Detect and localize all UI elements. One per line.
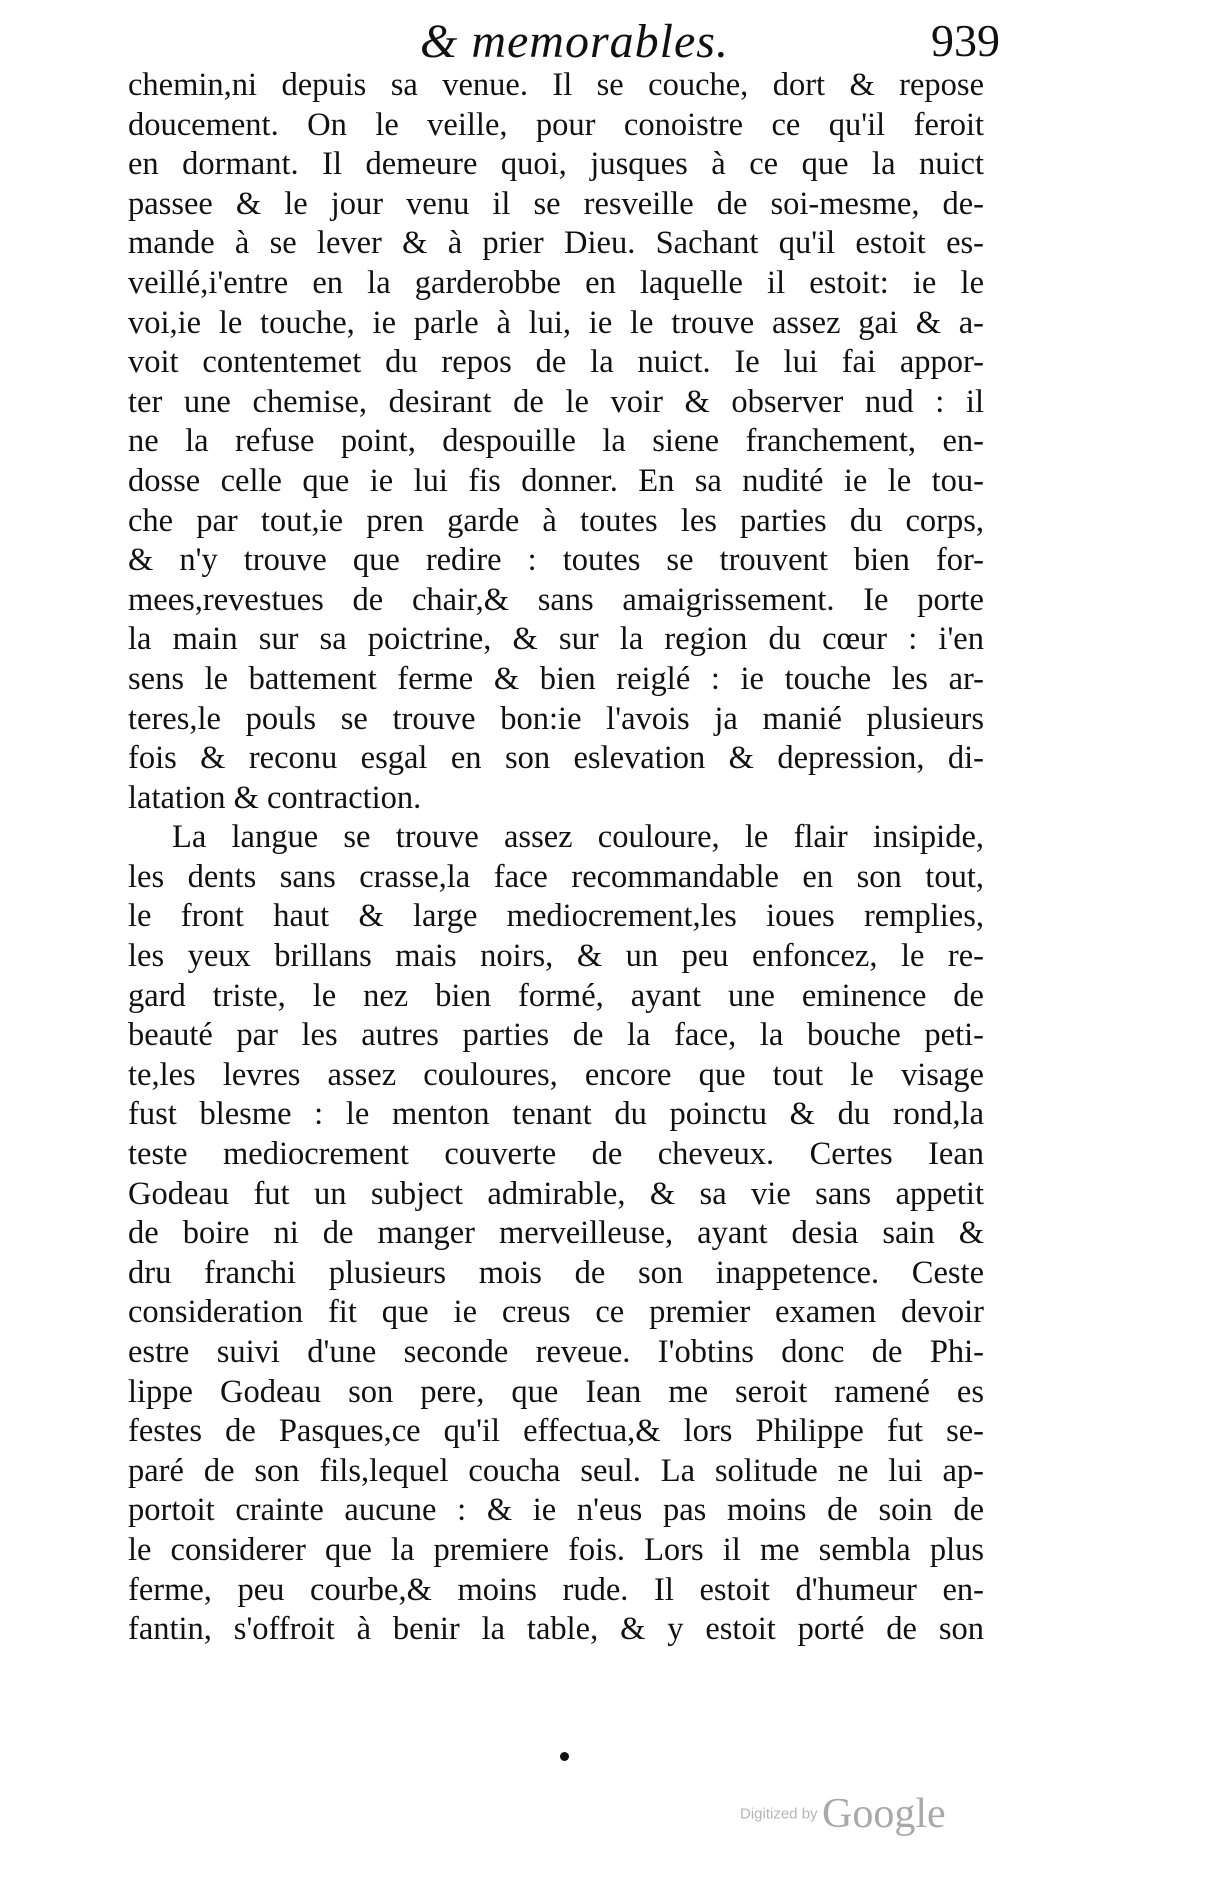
text-line: de boire ni de manger merveilleuse, ayant desia sain & — [128, 1215, 984, 1252]
text-line: voi,ie le touche, ie parle à lui, ie le trouve assez gai & a- — [128, 304, 984, 341]
google-logo: Google — [822, 1791, 946, 1837]
text-line: ter une chemise, desirant de le voir & observer nud : il — [128, 383, 984, 420]
text-line: che par tout,ie pren garde à toutes les parties du corps, — [128, 502, 984, 539]
running-title: & memorables. — [420, 15, 729, 68]
text-line: & n'y trouve que redire : toutes se trouvent bien for- — [128, 542, 984, 579]
text-line: en dormant. Il demeure quoi, jusques à ce que la nuict — [128, 146, 984, 183]
text-line: estre suivi d'une seconde reveue. I'obtins donc de Phi- — [128, 1334, 984, 1370]
text-line: voit contentemet du repos de la nuict. Ie lui fai appor- — [128, 344, 984, 381]
text-line: latation & contraction. — [128, 779, 422, 816]
text-line: gard triste, le nez bien formé, ayant une eminence de — [128, 977, 984, 1014]
text-line: Godeau fut un subject admirable, & sa vie sans appetit — [128, 1175, 984, 1212]
text-line: mande à se lever & à prier Dieu. Sachant qu'il estoit es- — [128, 225, 984, 262]
paragraph-first-line: La langue se trouve assez couloure, le flair insipide, — [172, 819, 984, 856]
digitized-watermark — [740, 1790, 946, 1838]
digitized-prefix: Digitized by — [740, 1805, 818, 1823]
text-line: la main sur sa poictrine, & sur la region du cœur : i'en — [128, 621, 984, 658]
text-line: le front haut & large mediocrement,les ioues remplies, — [128, 898, 984, 935]
text-line: beauté par les autres parties de la face, la bouche peti- — [128, 1017, 984, 1054]
text-line: dosse celle que ie lui fis donner. En sa nudité ie le tou- — [128, 462, 984, 499]
page-header — [140, 14, 1000, 74]
text-line: lippe Godeau son pere, que Iean me seroit ramené es — [128, 1373, 984, 1410]
text-line: ne la refuse point, despouille la siene franchement, en- — [128, 423, 984, 460]
text-line: dru franchi plusieurs mois de son inappetence. Ceste — [128, 1254, 984, 1291]
text-line: sens le battement ferme & bien reiglé : ie touche les ar- — [128, 660, 984, 697]
text-line: teste mediocrement couverte de cheveux. Certes Iean — [128, 1136, 984, 1173]
text-line: doucement. On le veille, pour conoistre ce qu'il feroit — [128, 106, 984, 143]
text-line: mees,revestues de chair,& sans amaigrissement. Ie porte — [128, 581, 984, 618]
text-line: fust blesme : le menton tenant du poinctu & du rond,la — [128, 1096, 984, 1133]
text-line: paré de son fils,lequel coucha seul. La solitude ne lui ap- — [128, 1452, 984, 1489]
text-line: ferme, peu courbe,& moins rude. Il estoit d'humeur en- — [128, 1571, 984, 1608]
text-line: chemin,ni depuis sa venue. Il se couche, dort & repose — [128, 67, 984, 103]
text-line: portoit crainte aucune : & ie n'eus pas moins de soin de — [128, 1492, 984, 1529]
text-line: teres,le pouls se trouve bon:ie l'avois ja manié plusieurs — [128, 700, 984, 737]
page-text — [128, 66, 984, 1650]
text-line: veillé,i'entre en la garderobbe en laquelle il estoit: ie le — [128, 264, 984, 301]
text-line: le considerer que la premiere fois. Lors il me sembla plus — [128, 1531, 984, 1568]
text-line: fois & reconu esgal en son eslevation & depression, di- — [128, 740, 984, 777]
text-line: te,les levres assez couloures, encore que tout le visage — [128, 1056, 984, 1093]
page-number: 939 — [931, 15, 1000, 66]
text-line: passee & le jour venu il se resveille de soi-mesme, de- — [128, 185, 984, 222]
text-line: festes de Pasques,ce qu'il effectua,& lors Philippe fut se- — [128, 1413, 984, 1450]
footer-dot-ornament — [560, 1752, 569, 1761]
text-line: les dents sans crasse,la face recommandable en son tout, — [128, 858, 984, 895]
text-line: consideration fit que ie creus ce premier examen devoir — [128, 1294, 984, 1331]
text-line: les yeux brillans mais noirs, & un peu enfoncez, le re- — [128, 938, 984, 975]
text-line: fantin, s'offroit à benir la table, & y estoit porté de son — [128, 1611, 984, 1648]
